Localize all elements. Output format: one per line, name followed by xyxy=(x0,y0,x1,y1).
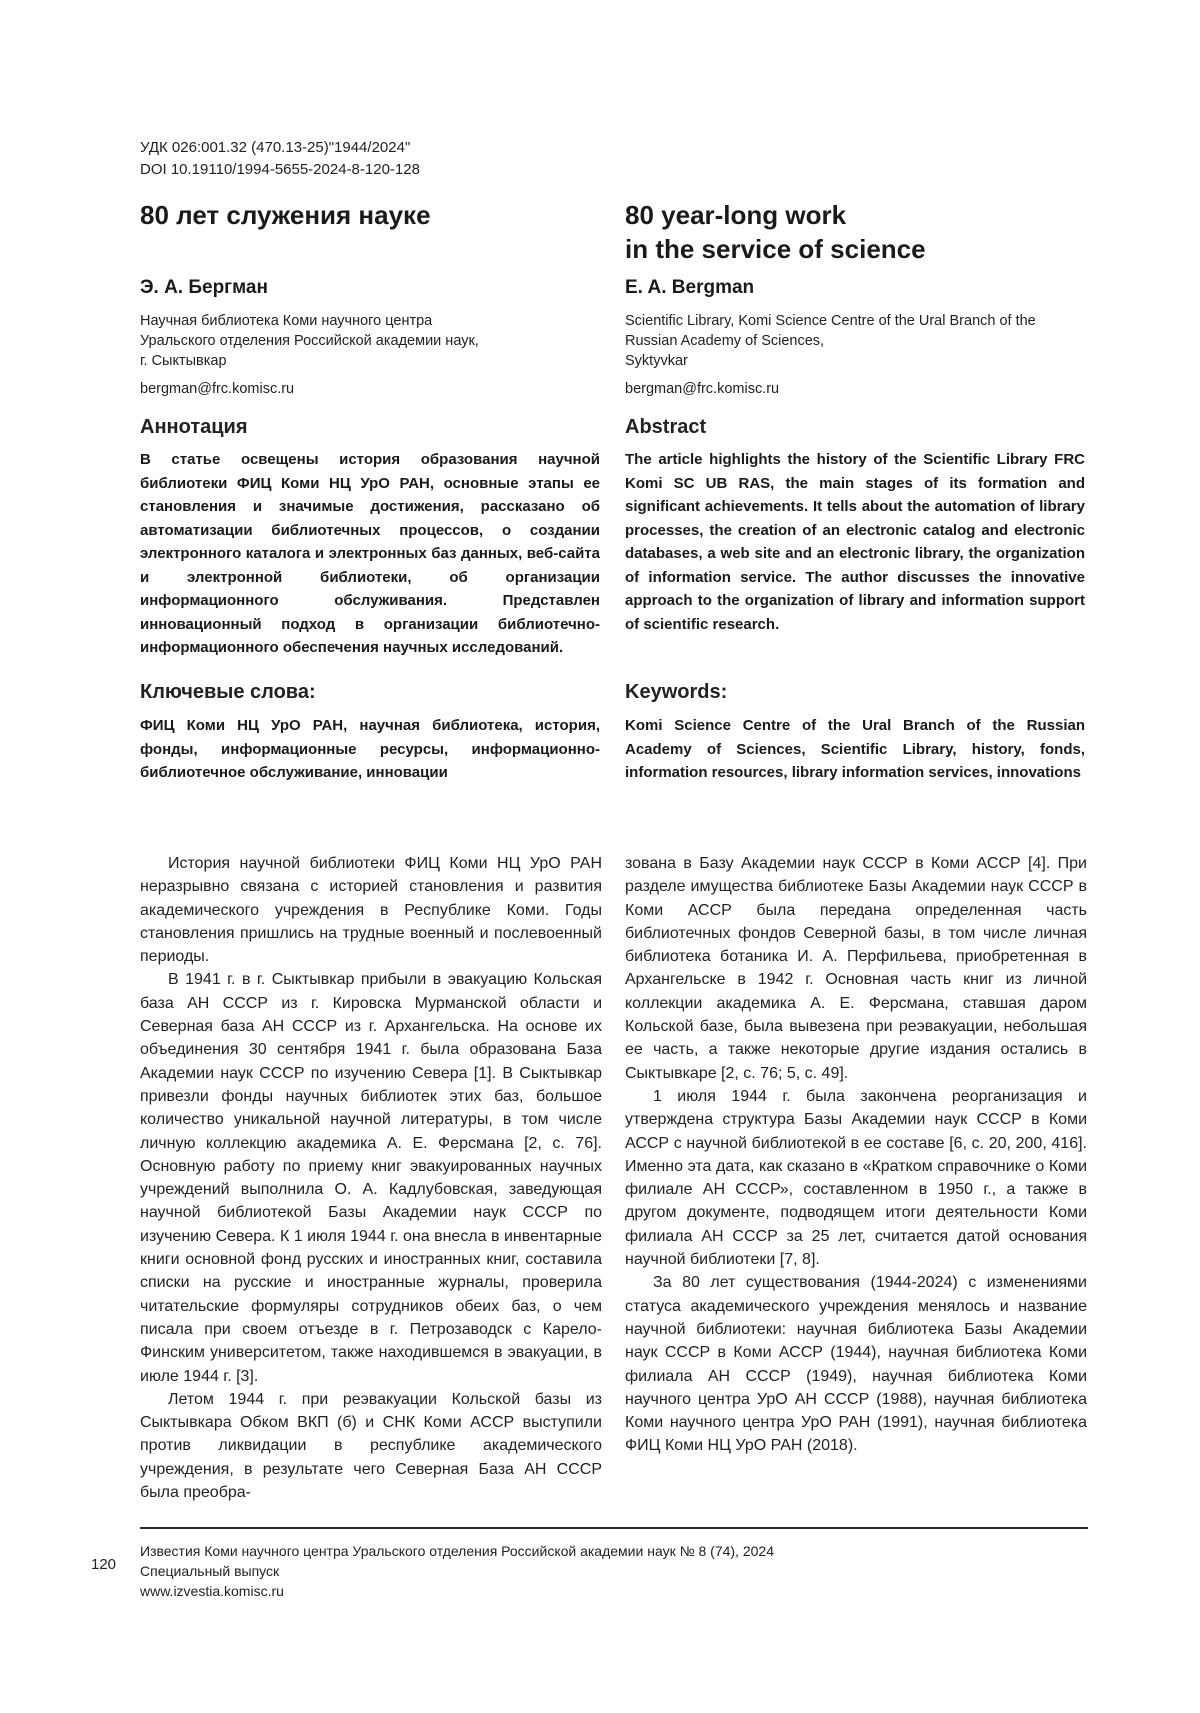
keywords-heading-english: Keywords: xyxy=(625,681,728,703)
affiliation-russian xyxy=(140,311,600,371)
author-email-english[interactable]: bergman@frc.komisc.ru xyxy=(625,381,780,397)
body-paragraph: зована в Базу Академии наук СССР в Коми АССР [4]. При разделе имущества библиотеке Базы Академии наук СССР в Коми АССР была передана определенная часть библиотечных фондов Северной базы, в том числе личная библиотека ботаника И. А. Перфильева, приобретенная в Архангельске в 1942 г. Основная часть книг из личной коллекции академика А. Е. Ферсмана, ставшая даром Кольской базе, была вывезена при реэвакуации, небольшая ее часть, а также некоторые другие издания остались в Сыктывкаре [2, с. 76; 5, с. 49]. xyxy=(625,855,1087,1082)
body-column-left xyxy=(140,852,602,1504)
body-paragraph: За 80 лет существования (1944-2024) с изменениями статуса академического учреждения менялось и название научной библиотеки: научная библиотека Базы Академии наук СССР в Коми АССР (1944), научная библиотека Коми филиала АН СССР (1949), научная библиотека Коми научного центра УрО АН СССР (1988), научная библиотека Коми научного центра УрО РАН (1991), научная библиотека ФИЦ Коми НЦ УрО РАН (2018). xyxy=(625,1274,1087,1455)
body-column-right xyxy=(625,852,1087,1458)
page-number: 120 xyxy=(91,1556,117,1573)
keywords-english: Komi Science Centre of the Ural Branch of the Russian Academy of Sciences, Scientific Library, history, fonds, information resources, library information services, innovations xyxy=(625,717,1085,781)
author-email-russian[interactable]: bergman@frc.komisc.ru xyxy=(140,381,295,397)
abstract-russian: В статье освещены история образования научной библиотеки ФИЦ Коми НЦ УрО РАН, основные этапы ее становления и значимые достижения, рассказано об автоматизации библиотечных процессов, о создании электронного каталога и электронных баз данных, веб-сайта и электронной библиотеки, об организации информационного обслуживания. Представлен инновационный подход в организации библиотечно-информационного обеспечения научных исследований. xyxy=(140,451,600,656)
journal-website-link[interactable]: www.izvestia.komisc.ru xyxy=(140,1583,284,1599)
keywords-russian: ФИЦ Коми НЦ УрО РАН, научная библиотека, история, фонды, информационные ресурсы, информационно-библиотечное обслуживание, инновации xyxy=(140,717,600,781)
title-english xyxy=(625,198,926,266)
affiliation-line: Syktyvkar xyxy=(625,353,688,369)
affiliation-english xyxy=(625,311,1095,371)
issue-label: Специальный выпуск xyxy=(140,1563,280,1579)
affiliation-line: Научная библиотека Коми научного центра xyxy=(140,313,433,329)
affiliation-line: Уральского отделения Российской академии наук, xyxy=(140,333,479,349)
title-russian: 80 лет служения науке xyxy=(140,200,431,230)
body-paragraph: 1 июля 1944 г. была закончена реорганизация и утверждена структура Базы Академии наук СССР в Коми АССР с научной библиотекой в ее составе [6, с. 20, 200, 416]. Именно эта дата, как сказано в «Кратком справочнике о Коми филиале АН СССР», составленном в 1950 г., а также в другом документе, подводящем итоги деятельности Коми филиала АН СССР за 25 лет, считается датой основания научной библиотеки [7, 8]. xyxy=(625,1087,1087,1269)
doi: DOI 10.19110/1994-5655-2024-8-120-128 xyxy=(140,161,420,178)
body-paragraph: Летом 1944 г. при реэвакуации Кольской базы из Сыктывкара Обком ВКП (б) и СНК Коми АССР выступили против ликвидации в республике академического учреждения, в результате чего Северная База АН СССР была преобра- xyxy=(140,1390,602,1502)
journal-name: Известия Коми научного центра Уральского отделения Российской академии наук № 8 (74), 2024 xyxy=(140,1543,774,1559)
author-english: E. A. Bergman xyxy=(625,277,755,298)
abstract-heading-english: Abstract xyxy=(625,416,707,438)
author-russian: Э. А. Бергман xyxy=(140,277,268,298)
udk-code: УДК 026:001.32 (470.13-25)"1944/2024" xyxy=(140,139,411,156)
body-paragraph: В 1941 г. в г. Сыктывкар прибыли в эвакуацию Кольская база АН СССР из г. Кировска Мурманской области и Северная база АН СССР из г. Архангельска. На основе их объединения 30 сентября 1941 г. была образована База Академии наук СССР по изучению Севера [1]. В Сыктывкар привезли фонды научных библиотек этих баз, большое количество уникальной научной литературы, в том числе личную коллекцию академика А. Е. Ферсмана [2, с. 76]. Основную работу по приему книг эвакуированных научных учреждений выполнила О. А. Кадлубовская, заведующая научной библиотекой Базы Академии наук СССР по изучению Севера. К 1 июля 1944 г. она внесла в инвентарные книги основной фонд русских и иностранных книг, составила списки на русские и иностранные журналы, проверила читательские формуляры сотрудников обеих баз, о чем писала при своем отъезде в г. Петрозаводск с Карело-Финским университетом, также находившемся в эвакуации, в июле 1944 г. [3]. xyxy=(140,971,602,1385)
affiliation-line: Scientific Library, Komi Science Centre of the Ural Branch of the xyxy=(625,313,1036,329)
title-english-line: 80 year-long work xyxy=(625,200,847,230)
title-english-line: in the service of science xyxy=(625,234,926,264)
body-paragraph: История научной библиотеки ФИЦ Коми НЦ УрО РАН неразрывно связана с историей становления и развития академического учреждения в Республике Коми. Годы становления пришлись на трудные военный и послевоенный периоды. xyxy=(140,855,602,966)
abstract-heading-russian: Аннотация xyxy=(140,416,248,438)
affiliation-line: г. Сыктывкар xyxy=(140,353,227,369)
abstract-english: The article highlights the history of the Scientific Library FRC Komi SC UB RAS, the main stages of its formation and significant achievements. It tells about the automation of library processes, the creation of an electronic catalog and electronic databases, a web site and an electronic library, the organization of information service. The author discusses the innovative approach to the organization of library and information support of scientific research. xyxy=(625,451,1085,633)
footer-divider xyxy=(140,1527,1088,1529)
footer-journal-info xyxy=(140,1541,774,1601)
affiliation-line: Russian Academy of Sciences, xyxy=(625,333,825,349)
article-metadata xyxy=(140,137,420,181)
keywords-heading-russian: Ключевые слова: xyxy=(140,681,316,703)
